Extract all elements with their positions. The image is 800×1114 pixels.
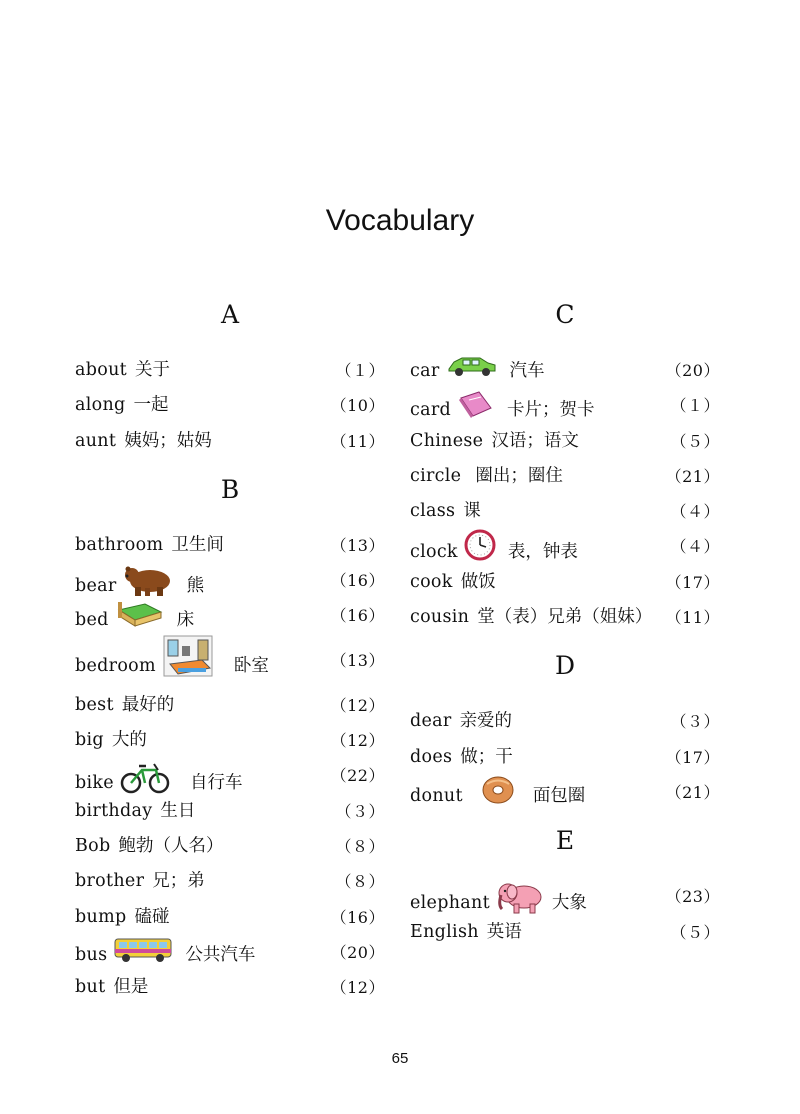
entry-unit-number: （11） <box>665 608 720 628</box>
page-title: Vocabulary <box>325 204 475 237</box>
vocab-entry-donut <box>410 775 720 810</box>
entry-word: cousin <box>410 607 470 628</box>
entry-word: clock <box>410 541 458 562</box>
entry-translation: 汉语；语文 <box>491 430 579 451</box>
vocab-entry-bed <box>75 598 385 633</box>
entry-translation: 鲍勃（人名） <box>118 835 224 856</box>
vocab-entry-but <box>75 970 385 1005</box>
entry-unit-number: （12） <box>330 978 385 998</box>
vocab-entry-dear <box>410 704 720 739</box>
entry-unit-number: （３） <box>670 712 720 732</box>
vocab-entry-circle <box>410 459 720 494</box>
entry-translation: 公共汽车 <box>185 945 256 966</box>
entry-translation: 关于 <box>134 360 170 380</box>
entry-translation: 姨妈；姑妈 <box>124 430 212 451</box>
entry-unit-number: （10） <box>330 396 385 416</box>
entry-unit-number: （12） <box>330 731 385 751</box>
entry-translation: 卧室 <box>233 656 269 677</box>
entry-translation: 但是 <box>113 977 149 998</box>
entry-unit-number: （１） <box>670 396 720 416</box>
vocab-entry-cousin <box>410 600 720 635</box>
vocab-entry-bathroom <box>75 528 385 563</box>
entry-unit-number: （21） <box>665 466 720 486</box>
vocab-entry-along <box>75 388 385 423</box>
entry-translation: 一起 <box>133 395 169 416</box>
entry-unit-number: （５） <box>670 922 720 942</box>
vocab-entry-about <box>75 353 385 388</box>
vocab-entry-bedroom <box>75 634 385 688</box>
vocab-entry-class <box>410 494 720 529</box>
entry-unit-number: （13） <box>330 535 385 555</box>
section-letter-c: C <box>555 300 575 329</box>
entry-unit-number: （８） <box>335 836 385 856</box>
section-letter-a: A <box>220 300 240 329</box>
entry-word: English <box>410 921 479 942</box>
entry-word: birthday <box>75 800 153 821</box>
entry-word: elephant <box>410 893 490 914</box>
entry-word: brother <box>75 871 145 892</box>
entry-translation: 生日 <box>160 800 196 821</box>
entry-unit-number: （23） <box>665 887 720 907</box>
entry-unit-number: （４） <box>670 537 720 557</box>
car-icon <box>446 353 498 390</box>
entry-word: bed <box>75 609 109 630</box>
entry-word: donut <box>410 786 463 807</box>
entry-unit-number: （17） <box>665 747 720 767</box>
entry-translation: 英语 <box>486 921 522 942</box>
vocab-entry-clock <box>410 529 720 564</box>
entry-translation: 床 <box>176 609 195 630</box>
entry-word: Chinese <box>410 430 484 451</box>
vocab-entry-birthday <box>75 794 385 829</box>
vocab-entry-cook <box>410 565 720 600</box>
entry-translation: 汽车 <box>509 361 545 382</box>
section-letter-b: B <box>220 474 240 504</box>
entry-unit-number: （５） <box>670 431 720 451</box>
entry-unit-number: （22） <box>330 766 385 786</box>
vocab-entry-card <box>410 388 720 423</box>
entry-translation: 卫生间 <box>171 534 224 555</box>
entry-unit-number: （13） <box>330 650 385 670</box>
entry-word: about <box>75 360 127 380</box>
page-number: 65 <box>391 1050 409 1067</box>
entry-unit-number: （20） <box>665 361 720 380</box>
entry-translation: 圈出；圈住 <box>475 465 563 486</box>
entry-translation: 亲爱的 <box>459 711 513 732</box>
section-letter-e: E <box>555 826 575 856</box>
entry-unit-number: （４） <box>670 502 720 522</box>
vocab-entry-bump <box>75 900 385 935</box>
entry-unit-number: （21） <box>665 782 720 802</box>
entry-unit-number: （16） <box>330 907 385 927</box>
entry-unit-number: （16） <box>330 571 385 591</box>
entry-unit-number: （11） <box>330 431 385 451</box>
entry-translation: 兄；弟 <box>152 871 205 892</box>
entry-word: class <box>410 501 456 522</box>
vocab-entry-bike <box>75 758 385 793</box>
entry-translation: 表，钟表 <box>507 541 578 562</box>
entry-unit-number: （３） <box>335 801 385 821</box>
vocab-entry-big <box>75 723 385 758</box>
entry-unit-number: （８） <box>335 872 385 892</box>
entry-word: circle <box>410 465 462 486</box>
entry-word: bedroom <box>75 656 156 677</box>
entry-translation: 最好的 <box>121 694 175 715</box>
vocab-entry-chinese <box>410 424 720 459</box>
entry-word: bathroom <box>75 534 164 555</box>
entry-word: along <box>75 395 126 416</box>
entry-unit-number: （20） <box>330 942 385 962</box>
vocab-column-left <box>75 300 385 1005</box>
vocab-entry-bob <box>75 829 385 864</box>
entry-translation: 大的 <box>111 730 147 751</box>
entry-word: cook <box>410 571 453 592</box>
entry-translation: 磕碰 <box>134 906 170 927</box>
vocab-entry-elephant <box>410 879 720 914</box>
entry-word: card <box>410 400 452 421</box>
vocab-entry-best <box>75 688 385 723</box>
entry-word: bump <box>75 906 127 927</box>
section-letter-d: D <box>554 651 576 681</box>
entry-word: does <box>410 746 453 767</box>
entry-translation: 熊 <box>186 576 205 597</box>
entry-translation: 做饭 <box>460 571 496 592</box>
entry-unit-number: （17） <box>665 572 720 592</box>
entry-word: car <box>410 361 440 382</box>
entry-unit-number: （１） <box>335 361 385 380</box>
entry-translation: 面包圈 <box>532 786 586 807</box>
entry-word: dear <box>410 711 452 732</box>
entry-word: aunt <box>75 430 117 451</box>
entry-translation: 课 <box>463 501 481 522</box>
entry-word: bus <box>75 945 108 966</box>
vocab-entry-aunt <box>75 424 385 459</box>
entry-word: but <box>75 977 106 998</box>
vocab-entry-brother <box>75 864 385 899</box>
entry-word: bear <box>75 576 117 597</box>
vocab-entry-english <box>410 915 720 950</box>
vocab-entry-bus <box>75 935 385 970</box>
entry-translation: 堂（表）兄弟（姐妹） <box>477 607 653 628</box>
entry-translation: 卡片；贺卡 <box>507 400 595 421</box>
entry-translation: 自行车 <box>189 772 243 793</box>
entry-word: Bob <box>75 835 111 856</box>
entry-word: big <box>75 730 104 751</box>
entry-translation: 大象 <box>551 893 587 914</box>
vocab-column-right <box>410 300 720 950</box>
entry-translation: 做；干 <box>460 746 513 767</box>
entry-unit-number: （12） <box>330 695 385 715</box>
entry-unit-number: （16） <box>330 606 385 626</box>
vocab-entry-does <box>410 740 720 775</box>
vocab-entry-car <box>410 353 720 388</box>
vocab-entry-bear <box>75 563 385 598</box>
entry-word: best <box>75 694 114 715</box>
entry-word: bike <box>75 772 114 793</box>
donut-icon <box>481 775 515 818</box>
